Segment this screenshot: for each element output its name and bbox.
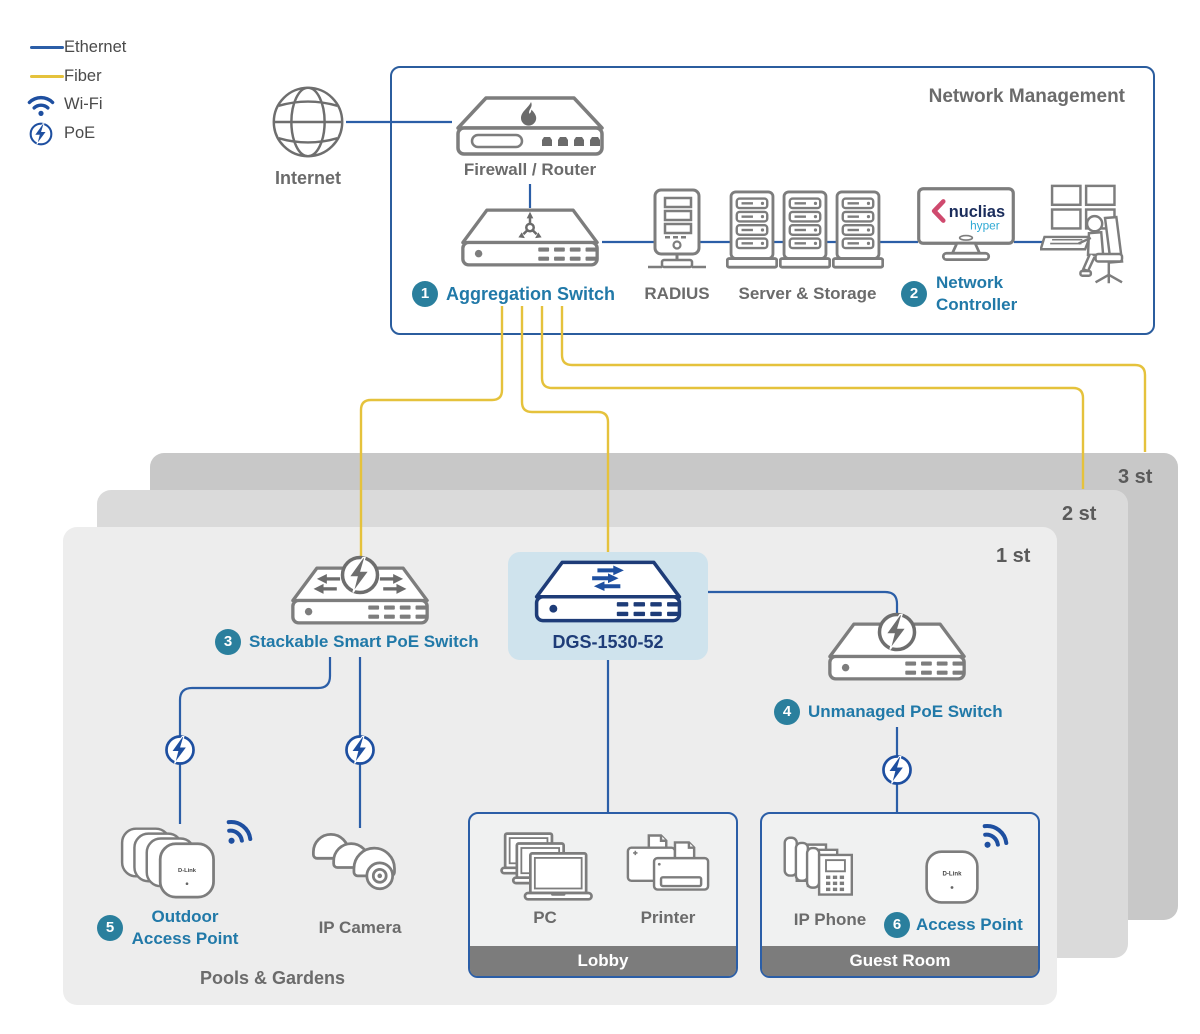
legend-fiber-label: Fiber (64, 67, 102, 85)
nuclias-name: nuclias (948, 202, 1006, 221)
firewall-router-icon (450, 94, 610, 158)
operator-workstation-icon (1040, 184, 1136, 288)
outdoor-ap-label-line2: Access Point (131, 929, 239, 948)
aggregation-switch-label: Aggregation Switch (446, 284, 616, 304)
lobby-footer: Lobby (470, 946, 736, 976)
pools-gardens-label: Pools & Gardens (199, 968, 346, 988)
poe-badge-camera-drop (343, 733, 377, 767)
floor-2-label: 2 st (1062, 503, 1097, 525)
ip-phone-label: IP Phone (793, 910, 867, 929)
network-controller-label-line1: Network (936, 273, 1004, 292)
outdoor-ap-label (112, 906, 258, 950)
internet-label: Internet (274, 168, 341, 188)
aggregation-switch-icon (455, 206, 605, 269)
legend-fiber-line (30, 75, 64, 78)
badge-6: 6 (884, 912, 910, 938)
ip-camera-icon (306, 824, 412, 900)
server-storage-label: Server & Storage (738, 284, 877, 303)
dgs-label: DGS-1530-52 (552, 632, 664, 652)
unmanaged-switch-label: Unmanaged PoE Switch (808, 702, 1003, 721)
floor-1-label: 1 st (996, 545, 1031, 567)
firewall-router-label: Firewall / Router (463, 160, 597, 179)
legend-ethernet-line (30, 46, 64, 49)
poe-icon (28, 121, 54, 147)
badge-2: 2 (901, 281, 927, 307)
ap-brand-text: D-Link (942, 870, 962, 878)
poe-badge-outdoor-drop (163, 733, 197, 767)
badge-5: 5 (97, 915, 123, 941)
pc-icon (498, 830, 596, 902)
pc-label: PC (533, 908, 557, 927)
printer-icon (620, 832, 716, 900)
stackable-switch-label: Stackable Smart PoE Switch (249, 632, 479, 651)
guest-room-footer: Guest Room (762, 946, 1038, 976)
radius-server-icon (646, 188, 708, 272)
poe-bolt-badge-unmanaged (875, 610, 919, 654)
nuclias-sub: hyper (970, 218, 1000, 233)
dgs-switch-icon (528, 558, 688, 625)
internet-globe-icon (270, 84, 346, 160)
network-controller-label-line2: Controller (936, 295, 1018, 314)
server-icon-1 (726, 190, 778, 270)
guest-ap-label: Access Point (916, 915, 1023, 934)
badge-3: 3 (215, 629, 241, 655)
ap-brand-text: D-Link (178, 868, 196, 875)
legend-wifi-label: Wi-Fi (64, 95, 103, 113)
network-management-title: Network Management (928, 86, 1125, 107)
legend-poe-label: PoE (64, 124, 96, 142)
ip-phone-icon (783, 828, 869, 906)
poe-badge-guest-drop (880, 753, 914, 787)
poe-bolt-badge-stackable (338, 553, 382, 597)
ip-camera-label: IP Camera (318, 918, 402, 937)
wifi-icon (26, 92, 56, 117)
floor-3-label: 3 st (1118, 466, 1153, 488)
network-controller-monitor-icon (916, 186, 1016, 266)
radius-label: RADIUS (644, 284, 710, 303)
outdoor-access-point-icon (118, 824, 233, 904)
legend-ethernet-label: Ethernet (64, 38, 127, 56)
printer-label: Printer (640, 908, 696, 927)
badge-1: 1 (412, 281, 438, 307)
server-icon-2 (779, 190, 831, 270)
server-icon-3 (832, 190, 884, 270)
badge-4: 4 (774, 699, 800, 725)
outdoor-ap-label-line1: Outdoor (151, 907, 219, 926)
guest-access-point-icon (924, 849, 980, 905)
